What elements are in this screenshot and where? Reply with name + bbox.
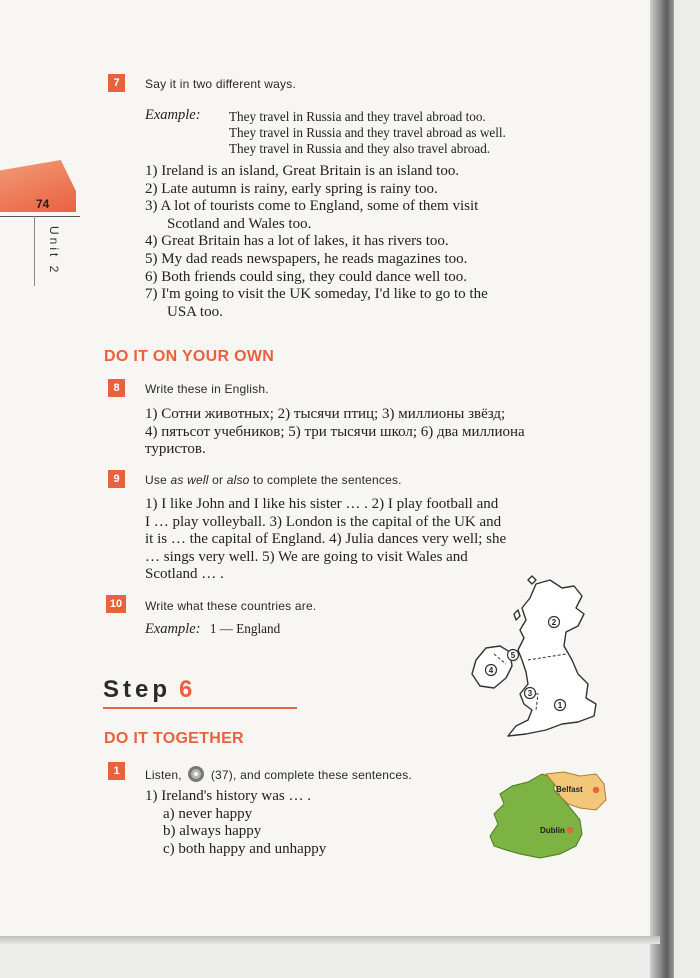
exercise-7-instruction: Say it in two different ways. xyxy=(145,77,296,91)
text-line: туристов. xyxy=(145,441,206,458)
map-marker xyxy=(486,665,497,676)
exercise-9-text xyxy=(145,496,506,584)
marker-label: 4 xyxy=(488,666,494,675)
exercise-10-instruction: Write what these countries are. xyxy=(145,599,317,613)
map-marker xyxy=(525,688,536,699)
list-item: 7) I'm going to visit the UK someday, I'd like to go to the xyxy=(145,286,488,303)
question-text: 1) Ireland's history was … . xyxy=(145,788,312,804)
instruction-keyword: as well xyxy=(170,473,209,487)
exercise-9-instruction xyxy=(145,473,402,487)
exercise-1-question xyxy=(145,788,326,858)
tab-vertical-line xyxy=(34,216,35,286)
instruction-part: or xyxy=(208,473,227,487)
exercise-9-badge: 9 xyxy=(108,470,125,488)
text-line: 4) пятьсот учебников; 5) три тысячи школ; 6) два миллиона xyxy=(145,423,525,440)
page-bottom-edge xyxy=(0,936,660,944)
exercise-8-text xyxy=(145,406,525,459)
belfast-dot xyxy=(593,787,599,793)
audio-disc-icon[interactable] xyxy=(187,765,205,786)
exercise-8-badge: 8 xyxy=(108,379,125,397)
marker-label: 3 xyxy=(527,689,533,698)
text-line: … sings very well. 5) We are going to visit Wales and xyxy=(145,548,468,565)
list-item-continuation: Scotland and Wales too. xyxy=(167,215,312,232)
list-item: 5) My dad reads newspapers, he reads magazines too. xyxy=(145,250,468,267)
section-heading-together: DO IT TOGETHER xyxy=(104,730,244,747)
step-underline xyxy=(103,707,297,709)
text-line: I … play volleyball. 3) London is the capital of the UK and xyxy=(145,513,502,530)
example-line: They travel in Russia and they also travel abroad. xyxy=(229,141,491,156)
text-line: 1) Сотни животных; 2) тысячи птиц; 3) миллионы звёзд; xyxy=(145,406,506,422)
list-item: 2) Late autumn is rainy, early spring is rainy too. xyxy=(145,180,438,197)
marker-label: 5 xyxy=(510,651,516,660)
island-shape xyxy=(514,610,520,620)
step-title xyxy=(103,676,196,704)
exercise-7-items xyxy=(145,163,488,321)
island-shape xyxy=(528,576,536,584)
exercise-10-example xyxy=(145,621,280,637)
instruction-part: to complete the sentences. xyxy=(249,473,402,487)
uk-outline-map xyxy=(466,574,606,742)
section-heading-on-your-own: DO IT ON YOUR OWN xyxy=(104,348,275,365)
exercise-7-example xyxy=(145,107,201,123)
map-marker xyxy=(555,700,566,711)
city-label-belfast: Belfast xyxy=(556,785,583,794)
book-spine-shadow xyxy=(650,0,674,978)
marker-label: 2 xyxy=(551,618,557,627)
instruction-keyword: also xyxy=(226,473,250,487)
step-label: Step xyxy=(103,676,172,703)
dublin-dot xyxy=(567,827,573,833)
tab-divider-line xyxy=(0,216,80,217)
instruction-part: Use xyxy=(145,473,171,487)
exercise-1-badge: 1 xyxy=(108,762,125,780)
list-item: 1) Ireland is an island, Great Britain is an island too. xyxy=(145,163,460,179)
example-line: They travel in Russia and they travel abroad too. xyxy=(229,109,486,124)
example-text: 1 — England xyxy=(209,621,281,636)
map-marker xyxy=(549,617,560,628)
instruction-part: (37), and complete these sentences. xyxy=(210,768,412,782)
text-line: it is … the capital of England. 4) Julia dances very well; she xyxy=(145,531,507,548)
example-label: Example: xyxy=(145,621,201,637)
exercise-1-instruction xyxy=(145,765,412,786)
list-item-continuation: USA too. xyxy=(167,303,223,320)
ireland-map xyxy=(484,770,614,860)
answer-option: c) both happy and unhappy xyxy=(163,840,327,857)
city-label-dublin: Dublin xyxy=(540,826,565,835)
exercise-8-instruction: Write these in English. xyxy=(145,382,269,396)
unit-label: Unit 2 xyxy=(47,226,61,276)
list-item: 6) Both friends could sing, they could dance well too. xyxy=(145,268,468,285)
map-marker xyxy=(508,650,519,661)
great-britain-shape xyxy=(508,580,596,736)
text-line: Scotland … . xyxy=(145,566,224,583)
answer-option: a) never happy xyxy=(163,805,253,822)
instruction-part: Listen, xyxy=(145,768,182,782)
exercise-7-example-lines xyxy=(229,109,506,157)
list-item: 4) Great Britain has a lot of lakes, it has rivers too. xyxy=(145,233,449,250)
exercise-10-badge: 10 xyxy=(106,595,126,613)
list-item: 3) A lot of tourists come to England, some of them visit xyxy=(145,198,479,215)
exercise-7-badge: 7 xyxy=(108,74,125,92)
page-number: 74 xyxy=(36,197,50,211)
marker-label: 1 xyxy=(557,701,563,710)
example-label: Example: xyxy=(145,107,201,123)
text-line: 1) I like John and I like his sister … . 2) I play football and xyxy=(145,496,499,512)
answer-option: b) always happy xyxy=(163,823,262,840)
example-line: They travel in Russia and they travel abroad as well. xyxy=(229,125,506,140)
step-number: 6 xyxy=(179,676,197,703)
